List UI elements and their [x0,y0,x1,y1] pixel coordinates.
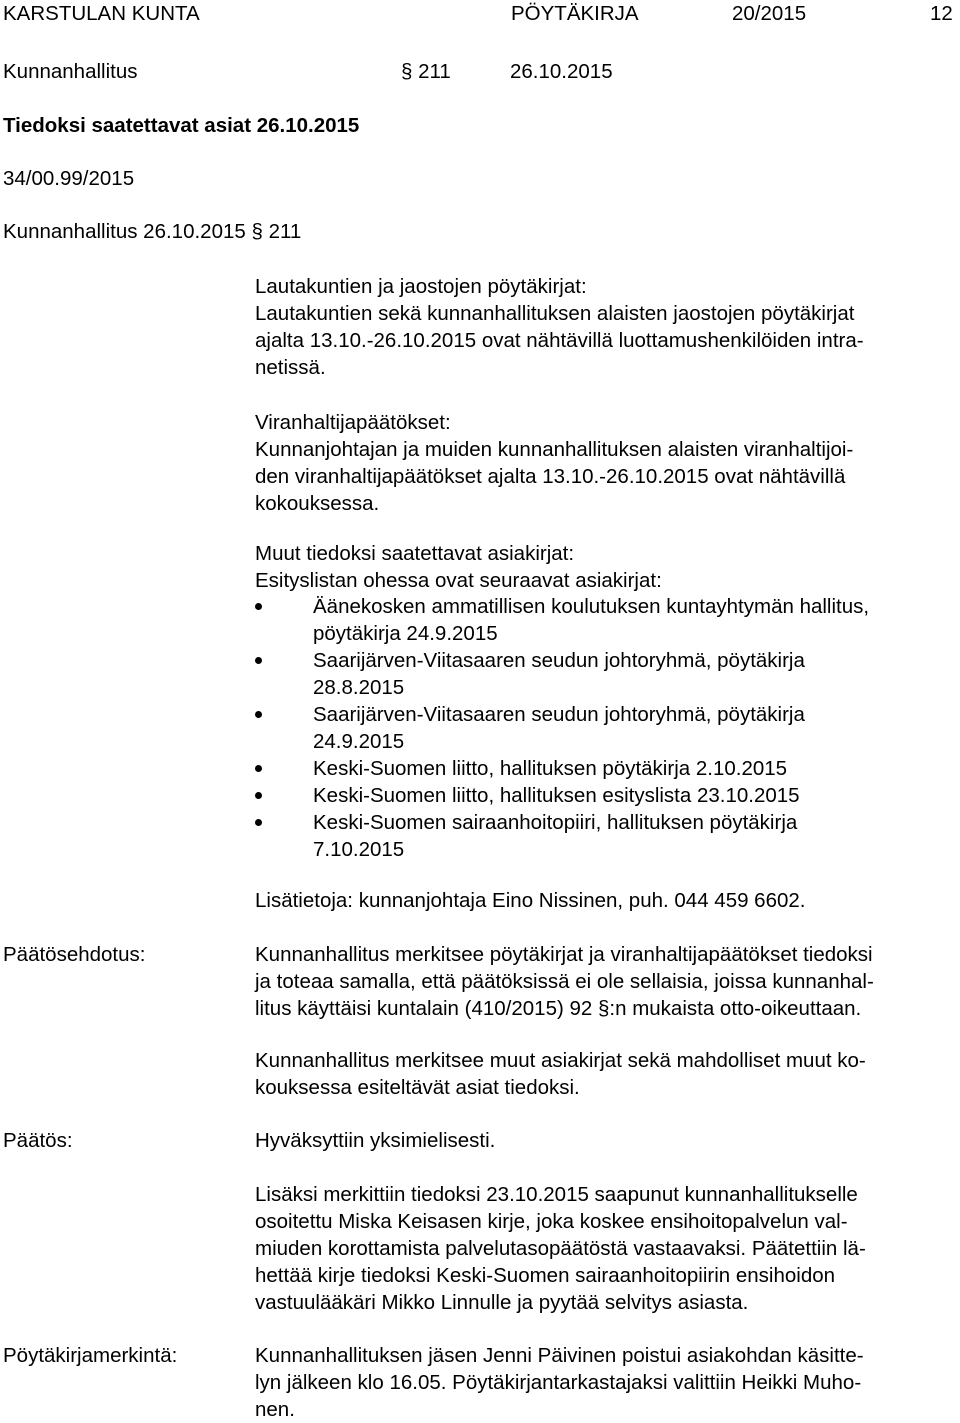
text-line: Lisäksi merkittiin tiedoksi 23.10.2015 saapunut kunnanhallitukselle [255,1183,858,1206]
decision-paragraph-2 [255,1181,945,1316]
text-line: vastuulääkäri Mikko Linnulle ja pyytää selvitys asiasta. [255,1291,749,1314]
officeholder-decisions-section [255,409,945,517]
section-value: 211 [418,60,451,83]
list-item [255,809,955,863]
text-line: kokouksessa. [255,492,380,515]
text-line: Kunnanjohtajan ja muiden kunnanhallituksen alaisten viranhaltijoi- [255,438,854,461]
text-line: ja toteaa samalla, että päätöksissä ei ole sellaisia, joissa kunnanhal- [255,970,874,993]
proposal-label: Päätösehdotus: [3,943,146,966]
text-line: osoitettu Miska Keisasen kirje, joka koskee ensihoitopalvelun val- [255,1210,848,1233]
text-line: ajalta 13.10.-26.10.2015 ovat nähtävillä luottamushenkilöiden intra- [255,329,864,352]
decision-label: Päätös: [3,1129,73,1152]
list-item-text: Äänekosken ammatillisen koulutuksen kuntayhtymän hallitus, [313,595,870,618]
meeting-date: 26.10.2015 [510,60,613,83]
section-number: § 211 [401,60,451,83]
document-list [255,593,955,863]
bullet-icon [255,603,262,610]
text-line: Lautakuntien sekä kunnanhallituksen alaisten jaostojen pöytäkirjat [255,302,855,325]
text-line: Lisätietoja: kunnanjohtaja Eino Nissinen, puh. 044 459 6602. [255,889,806,912]
text-line: hettää kirje tiedoksi Keski-Suomen sairaanhoitopiirin ensihoidon [255,1264,836,1287]
list-item [255,647,955,701]
bullet-icon [255,711,262,718]
list-item-text: 28.8.2015 [313,676,405,699]
document-number: 20/2015 [732,2,807,25]
list-item [255,755,955,782]
text-line: Kunnanhallitus merkitsee muut asiakirjat sekä mahdolliset muut ko- [255,1049,866,1072]
bullet-icon [255,657,262,664]
list-item-text: pöytäkirja 24.9.2015 [313,622,498,645]
document-type: PÖYTÄKIRJA [511,2,639,25]
list-item-text: Keski-Suomen liitto, hallituksen pöytäkirja 2.10.2015 [313,757,788,780]
list-item-text: Keski-Suomen liitto, hallituksen esityslista 23.10.2015 [313,784,800,807]
section-heading: Muut tiedoksi saatettavat asiakirjat: [255,542,575,565]
contact-info [255,887,945,914]
meeting-reference: Kunnanhallitus 26.10.2015 § 211 [3,220,302,243]
municipality-name: KARSTULAN KUNTA [3,2,200,25]
text-line: lyn jälkeen klo 16.05. Pöytäkirjantarkastajaksi valittiin Heikki Muho- [255,1371,862,1394]
page-number: 12 [930,2,953,25]
list-item-text: Saarijärven-Viitasaaren seudun johtoryhmä, pöytäkirja [313,703,805,726]
text-line: litus käyttäisi kuntalain (410/2015) 92 §:n mukaista otto-oikeuttaan. [255,997,862,1020]
text-line: miuden korottamista palvelutasopäätöstä vastaavaksi. Päätettiin lä- [255,1237,866,1260]
body-name: Kunnanhallitus [3,60,138,83]
minutes-note-paragraph [255,1342,945,1423]
text-line: kouksessa esiteltävät asiat tiedoksi. [255,1076,580,1099]
list-item-text: Saarijärven-Viitasaaren seudun johtoryhmä, pöytäkirja [313,649,805,672]
text-line: Kunnanhallitus merkitsee pöytäkirjat ja viranhaltijapäätökset tiedoksi [255,943,873,966]
proposal-paragraph-1 [255,941,945,1022]
list-item [255,701,955,755]
bullet-icon [255,792,262,799]
text-line: nen. [255,1398,295,1421]
minutes-note-label: Pöytäkirjamerkintä: [3,1344,178,1367]
committee-minutes-section [255,273,945,381]
section-heading: Lautakuntien ja jaostojen pöytäkirjat: [255,275,587,298]
list-item-text: 7.10.2015 [313,838,405,861]
bullet-icon [255,819,262,826]
text-line: Hyväksyttiin yksimielisesti. [255,1129,496,1152]
list-item-text: Keski-Suomen sairaanhoitopiiri, hallituksen pöytäkirja [313,811,798,834]
decision-paragraph-1 [255,1127,945,1154]
page-title: Tiedoksi saatettavat asiat 26.10.2015 [3,114,360,137]
list-item-text: 24.9.2015 [313,730,405,753]
list-item [255,782,955,809]
text-line: netissä. [255,356,326,379]
file-code: 34/00.99/2015 [3,167,135,190]
text-line: den viranhaltijapäätökset ajalta 13.10.-26.10.2015 ovat nähtävillä [255,465,846,488]
bullet-icon [255,765,262,772]
text-line: Esityslistan ohessa ovat seuraavat asiakirjat: [255,569,662,592]
proposal-paragraph-2 [255,1047,945,1101]
list-item [255,593,955,647]
text-line: Kunnanhallituksen jäsen Jenni Päivinen poistui asiakohdan käsitte- [255,1344,864,1367]
other-documents-section [255,540,945,594]
section-heading: Viranhaltijapäätökset: [255,411,451,434]
